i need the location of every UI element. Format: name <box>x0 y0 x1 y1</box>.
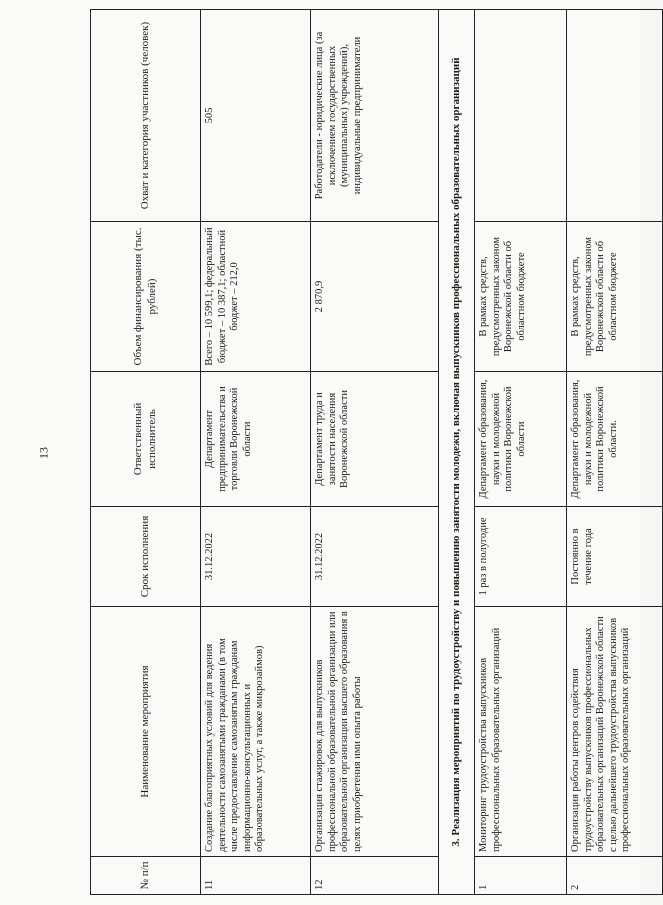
table-row <box>201 10 311 895</box>
table-row <box>475 10 567 895</box>
table-header-row <box>91 10 201 895</box>
row-num: 2 <box>567 857 663 895</box>
table-container <box>90 10 632 895</box>
row-deadline: Постоянно в течение года <box>567 507 663 607</box>
row-coverage: Работодатели - юридические лица (за исключением государственных (муниципальных) учреждений), индивидуальные предприниматели <box>311 10 439 222</box>
page-number: 13 <box>36 447 51 459</box>
row-name: Создание благоприятных условий для ведения деятельности самозанятыми гражданами (в том числе предоставление самозанятым гражданам информационно-консультационных и образовательных услуг, а также микрозаймов) <box>201 607 311 857</box>
row-deadline: 31.12.2022 <box>201 507 311 607</box>
row-name: Мониторинг трудоустройства выпускников профессиональных образовательных организаций <box>475 607 567 857</box>
row-executor: Департамент образования, науки и молодежной политики Воронежской области. <box>567 372 663 507</box>
row-coverage <box>567 10 663 222</box>
header-name: Наименование мероприятия <box>91 607 201 857</box>
header-num: № п/п <box>91 857 201 895</box>
section-header-row <box>439 10 475 895</box>
row-funding: В рамках средств, предусмотренных законом Воронежской области об областном бюджете <box>567 222 663 372</box>
row-deadline: 1 раз в полугодие <box>475 507 567 607</box>
row-name: Организация стажировок для выпускников профессиональной образовательной организации или образовательной организации высшего образования в целях приобретения ими опыта работы <box>311 607 439 857</box>
row-executor: Департамент труда и занятости населения Воронежской области <box>311 372 439 507</box>
row-funding: В рамках средств, предусмотренных законом Воронежской области об областном бюджете <box>475 222 567 372</box>
row-funding: 2 870,9 <box>311 222 439 372</box>
header-deadline: Срок исполнения <box>91 507 201 607</box>
row-executor: Департамент образования, науки и молодежной политики Воронежской области <box>475 372 567 507</box>
row-coverage <box>475 10 567 222</box>
table-row <box>567 10 663 895</box>
row-num: 12 <box>311 857 439 895</box>
row-funding: Всего – 10 599,1; федеральный бюджет – 10 387,1; областной бюджет – 212,0 <box>201 222 311 372</box>
row-name: Организация работы центров содействия трудоустройству выпускников профессиональных образовательных организаций Воронежской области с целью дальнейшего трудоустройства выпускников профессиональных образовательных организаций <box>567 607 663 857</box>
row-coverage: 505 <box>201 10 311 222</box>
row-num: 1 <box>475 857 567 895</box>
row-deadline: 31.12.2022 <box>311 507 439 607</box>
header-coverage: Охват и категория участников (человек) <box>91 10 201 222</box>
activities-table <box>90 9 663 895</box>
row-executor: Департамент предпринимательства и торговли Воронежской области <box>201 372 311 507</box>
table-row <box>311 10 439 895</box>
header-executor: Ответственный исполнитель <box>91 372 201 507</box>
header-funding: Объем финансирования (тыс. рублей) <box>91 222 201 372</box>
row-num: 11 <box>201 857 311 895</box>
section-title: 3. Реализация мероприятий по трудоустройству и повышению занятости молодежи, включая выпускников профессиональных образовательных организаций <box>439 10 475 895</box>
